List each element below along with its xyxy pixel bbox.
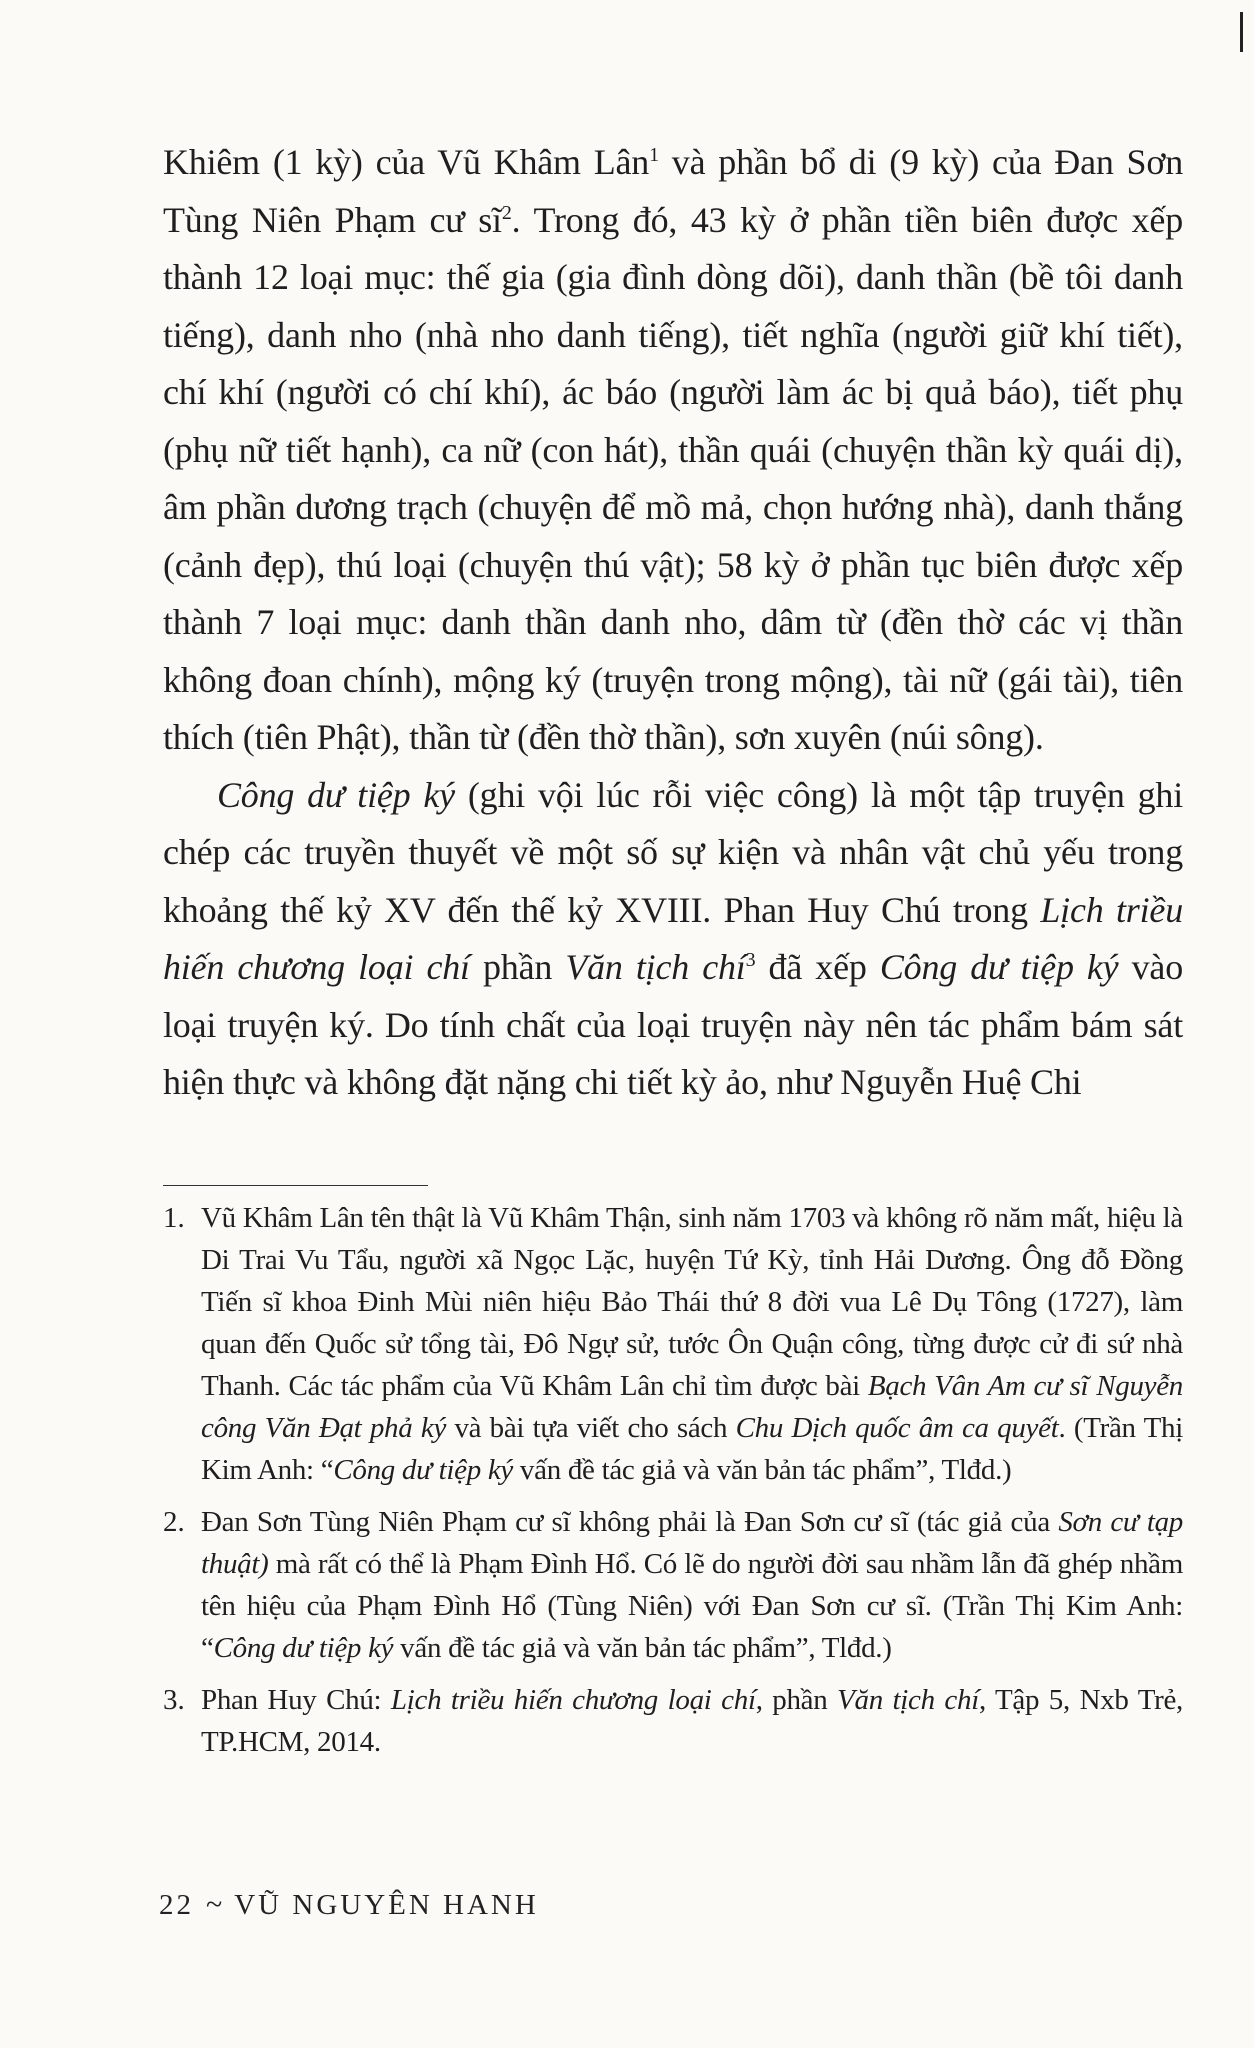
book-title: Sơn cư tạp thuật) (201, 1506, 1183, 1580)
footnote-2 (163, 1501, 1183, 1669)
footnotes (163, 1197, 1183, 1773)
footnote-text (201, 1197, 1183, 1491)
book-title: Văn tịch chí (565, 947, 746, 987)
footnote-1 (163, 1197, 1183, 1491)
text-span: vấn đề tác giả và văn bản tác phẩm”, Tlđd.) (393, 1632, 892, 1664)
text-span: (ghi vội lúc rỗi việc công) là một tập truyện ghi chép các truyền thuyết về một số sự kiện và nhân vật chủ yếu trong khoảng thế kỷ XV đến thế kỷ XVIII. Phan Huy Chú trong (163, 774, 1184, 930)
text-span: đã xếp (755, 947, 880, 987)
book-title: Công dư tiệp ký (217, 774, 455, 815)
footnote-ref-1[interactable]: 1 (649, 144, 659, 166)
footnote-number: 3. (163, 1684, 185, 1716)
text-span: mà rất có thể là Phạm Đình Hổ. Có lẽ do người đời sau nhầm lẫn đã ghép nhầm tên hiệu của Phạm Đình Hổ (Tùng Niên) với Đan Sơn cư sĩ. (Trần Thị Kim Anh: “ (201, 1548, 1183, 1664)
footnote-text (201, 1501, 1183, 1669)
page-edge-mark (1240, 12, 1243, 52)
paragraph-2 (163, 767, 1183, 1112)
text-span: và phần bổ di (9 kỳ) của Đan Sơn Tùng Niên Phạm cư sĩ (163, 142, 1183, 240)
paragraph-1 (163, 134, 1183, 767)
footnote-number: 2. (163, 1506, 185, 1538)
footnote-number: 1. (163, 1202, 185, 1234)
text-span: . Trong đó, 43 kỳ ở phần tiền biên được xếp thành 12 loại mục: thế gia (gia đình dòng dõi), danh thần (bề tôi danh tiếng), danh nho (nhà nho danh tiếng), tiết nghĩa (người giữ khí tiết), chí khí (người có chí khí), ác báo (người làm ác bị quả báo), tiết phụ (phụ nữ tiết hạnh), ca nữ (con hát), thần quái (chuyện thần kỳ quái dị), âm phần dương trạch (chuyện để mồ mả, chọn hướng nhà), danh thắng (cảnh đẹp), thú loại (chuyện thú vật); 58 kỳ ở phần tục biên được xếp thành 7 loại mục: danh thần danh nho, dâm từ (đền thờ các vị thần không đoan chính), mộng ký (truyện trong mộng), tài nữ (gái tài), tiên thích (tiên Phật), thần từ (đền thờ thần), sơn xuyên (núi sông). (163, 199, 1183, 757)
book-title: Lịch triều hiến chương loại chí (163, 889, 1183, 987)
page-footer (159, 1888, 539, 1922)
text-span: , phần (755, 1684, 838, 1716)
book-title: Bạch Vân Am cư sĩ Nguyễn công Văn Đạt phả ký (201, 1370, 1183, 1444)
text-span: vào loại truyện ký. Do tính chất của loại truyện này nên tác phẩm bám sát hiện thực và không đặt nặng chi tiết kỳ ảo, như Nguyễn Huệ Chi (163, 947, 1183, 1102)
footnote-3 (163, 1679, 1183, 1763)
footnote-ref-3[interactable]: 3 (745, 949, 756, 971)
book-title: Công dư tiệp ký (333, 1454, 513, 1486)
text-span: và bài tựa viết cho sách (446, 1412, 736, 1444)
book-title: Công dư tiệp ký (879, 947, 1119, 987)
footnote-divider (163, 1185, 428, 1186)
text-span: vấn đề tác giả và văn bản tác phẩm”, Tlđd.) (512, 1454, 1012, 1486)
book-title: Văn tịch chí (837, 1684, 979, 1716)
text-span: phần (469, 947, 566, 987)
text-span: Đan Sơn Tùng Niên Phạm cư sĩ không phải là Đan Sơn cư sĩ (tác giả của (201, 1506, 1059, 1538)
text-span: Phan Huy Chú: (201, 1684, 391, 1716)
text-span: , Tập 5, Nxb Trẻ, TP.HCM, 2014. (201, 1684, 1183, 1758)
footnote-ref-2[interactable]: 2 (501, 201, 512, 224)
book-title: Lịch triều hiến chương loại chí (390, 1684, 756, 1716)
footnote-text (201, 1679, 1183, 1763)
text-span: Khiêm (1 kỳ) của Vũ Khâm Lân (163, 142, 650, 182)
book-title: Công dư tiệp ký (213, 1632, 394, 1664)
body-text (163, 134, 1183, 1112)
page-number: 22 (159, 1888, 194, 1921)
book-title: Chu Dịch quốc âm ca quyết (735, 1412, 1059, 1444)
running-author: VŨ NGUYÊN HANH (234, 1888, 539, 1921)
text-span: Vũ Khâm Lân tên thật là Vũ Khâm Thận, sinh năm 1703 và không rõ năm mất, hiệu là Di Trai Vu Tẩu, người xã Ngọc Lặc, huyện Tứ Kỳ, tỉnh Hải Dương. Ông đỗ Đồng Tiến sĩ khoa Đinh Mùi niên hiệu Bảo Thái thứ 8 đời vua Lê Dụ Tông (1727), làm quan đến Quốc sử tổng tài, Đô Ngự sử, tước Ôn Quận công, từng được cử đi sứ nhà Thanh. Các tác phẩm của Vũ Khâm Lân chỉ tìm được bài (201, 1202, 1183, 1402)
swung-dash: ~ (206, 1888, 223, 1921)
text-span: . (Trần Thị Kim Anh: “ (201, 1412, 1183, 1486)
